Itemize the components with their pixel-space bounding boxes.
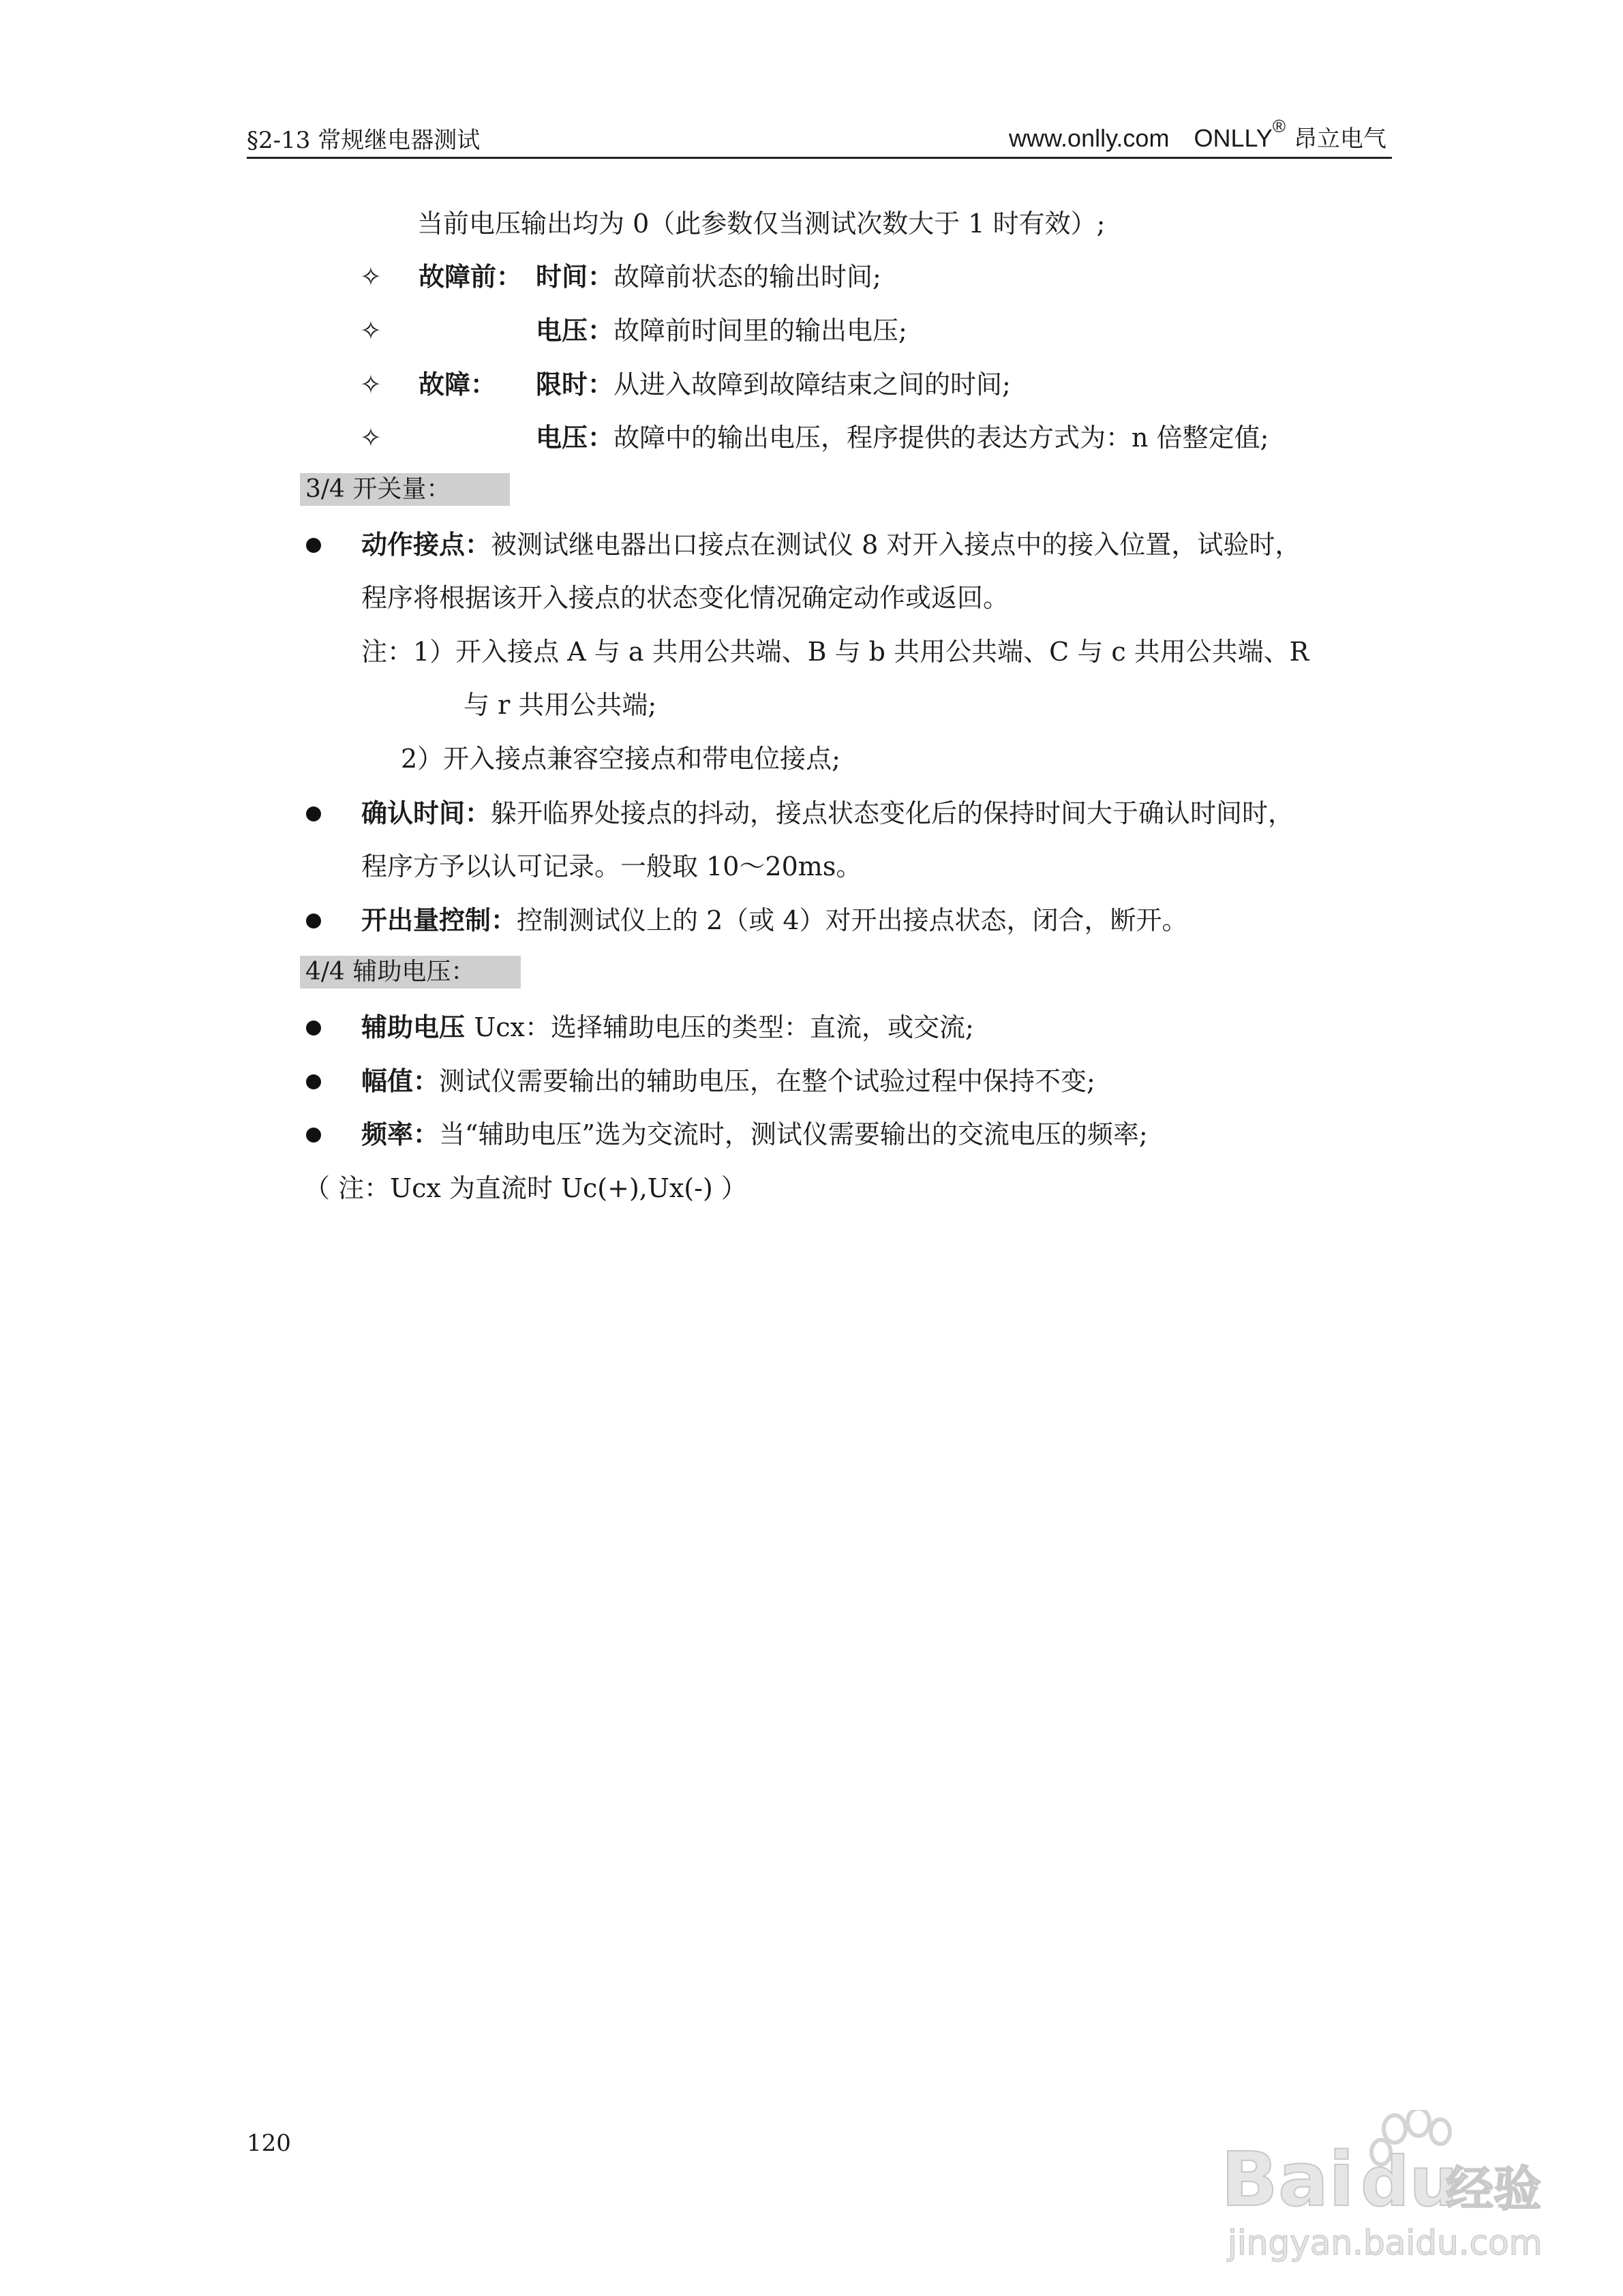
registered-mark: ®	[1272, 116, 1286, 136]
confirm-time-text-cont: 程序方予以认可记录。一般取 10～20ms。	[361, 851, 862, 881]
action-contact-text-cont: 程序将根据该开入接点的状态变化情况确定动作或返回。	[361, 583, 1010, 613]
diamond-star-icon: ✧	[360, 316, 382, 346]
diamond-star-icon: ✧	[360, 369, 382, 399]
bullet-icon	[306, 913, 321, 928]
note-1-cont: 与 r 共用公共端;	[464, 690, 657, 720]
section-heading-4: 4/4 辅助电压：	[300, 956, 521, 988]
output-control-item	[361, 905, 1188, 936]
svg-text:du: du	[1361, 2142, 1458, 2222]
action-contact-text: 被测试继电器出口接点在测试仪 8 对开入接点中的接入位置，试验时，	[491, 530, 1301, 560]
voltage-label: 电压：	[536, 422, 614, 453]
time-label: 时间：	[536, 261, 614, 292]
action-contact-item	[361, 529, 1301, 560]
fault-voltage-text: 故障中的输出电压，程序提供的表达方式为：n 倍整定值;	[613, 423, 1269, 453]
aux-voltage-code: Ucx	[474, 1012, 525, 1042]
note-2: 2）开入接点兼容空接点和带电位接点;	[401, 744, 840, 774]
baidu-jingyan-watermark	[1214, 2110, 1541, 2267]
confirm-time-text: 躲开临界处接点的抖动，接点状态变化后的保持时间大于确认时间时，	[491, 798, 1294, 828]
amplitude-text: 测试仪需要输出的辅助电压，在整个试验过程中保持不变;	[439, 1066, 1095, 1096]
fault-voltage-item	[536, 422, 1269, 453]
svg-text:经验: 经验	[1446, 2161, 1541, 2217]
aux-voltage-label: 辅助电压	[361, 1012, 474, 1042]
bullet-icon	[306, 806, 321, 821]
watermark-logo-icon	[1214, 2110, 1541, 2267]
confirm-time-item	[361, 798, 1294, 829]
bullet-icon	[306, 1128, 321, 1143]
prefault-voltage-item	[536, 315, 907, 346]
aux-voltage-text: ：选择辅助电压的类型：直流，或交流;	[524, 1012, 974, 1042]
header-brand-name: ONLLY	[1194, 124, 1273, 152]
header-brand-cn: 昂立电气	[1294, 125, 1386, 153]
header-divider	[247, 157, 1392, 159]
note-1: 注：1）开入接点 A 与 a 共用公共端、B 与 b 共用公共端、C 与 c 共用公共端、R	[361, 637, 1309, 667]
header-url: www.onlly.com	[1009, 124, 1170, 152]
output-control-label: 开出量控制：	[361, 905, 517, 935]
bullet-icon	[306, 1021, 321, 1036]
prefault-time-item	[536, 261, 881, 292]
header-brand	[1009, 116, 1386, 153]
action-contact-label: 动作接点：	[361, 529, 491, 560]
prefault-voltage-text: 故障前时间里的输出电压;	[613, 316, 907, 346]
svg-text:Bai: Bai	[1221, 2136, 1354, 2223]
bullet-icon	[306, 538, 321, 553]
fault-time-text: 从进入故障到故障结束之间的时间;	[613, 369, 1011, 399]
svg-text:jingyan.baidu.com: jingyan.baidu.com	[1228, 2223, 1541, 2263]
voltage-label: 电压：	[536, 315, 614, 346]
final-note: （ 注：Ucx 为直流时 Uc(+),Ux(-) ）	[304, 1173, 747, 1203]
amplitude-item	[361, 1066, 1095, 1097]
fault-label: 故障：	[419, 369, 497, 399]
diamond-star-icon: ✧	[360, 423, 382, 453]
frequency-label: 频率：	[361, 1119, 440, 1149]
frequency-item	[361, 1119, 1148, 1150]
fault-time-item	[536, 369, 1011, 400]
header-section-title: §2-13 常规继电器测试	[247, 127, 481, 154]
frequency-text: 当“辅助电压”选为交流时，测试仪需要输出的交流电压的频率;	[439, 1119, 1148, 1149]
confirm-time-label: 确认时间：	[361, 798, 491, 828]
prefault-label: 故障前：	[419, 261, 523, 292]
time-limit-label: 限时：	[536, 369, 614, 399]
page-number: 120	[247, 2130, 291, 2157]
continuation-line: 当前电压输出均为 0（此参数仅当测试次数大于 1 时有效）;	[417, 209, 1106, 239]
bullet-icon	[306, 1074, 321, 1089]
section-heading-3: 3/4 开关量：	[300, 473, 510, 506]
aux-voltage-item	[361, 1012, 974, 1043]
output-control-text: 控制测试仪上的 2（或 4）对开出接点状态，闭合，断开。	[517, 905, 1188, 935]
amplitude-label: 幅值：	[361, 1066, 440, 1096]
prefault-time-text: 故障前状态的输出时间;	[613, 262, 881, 292]
diamond-star-icon: ✧	[360, 262, 382, 292]
